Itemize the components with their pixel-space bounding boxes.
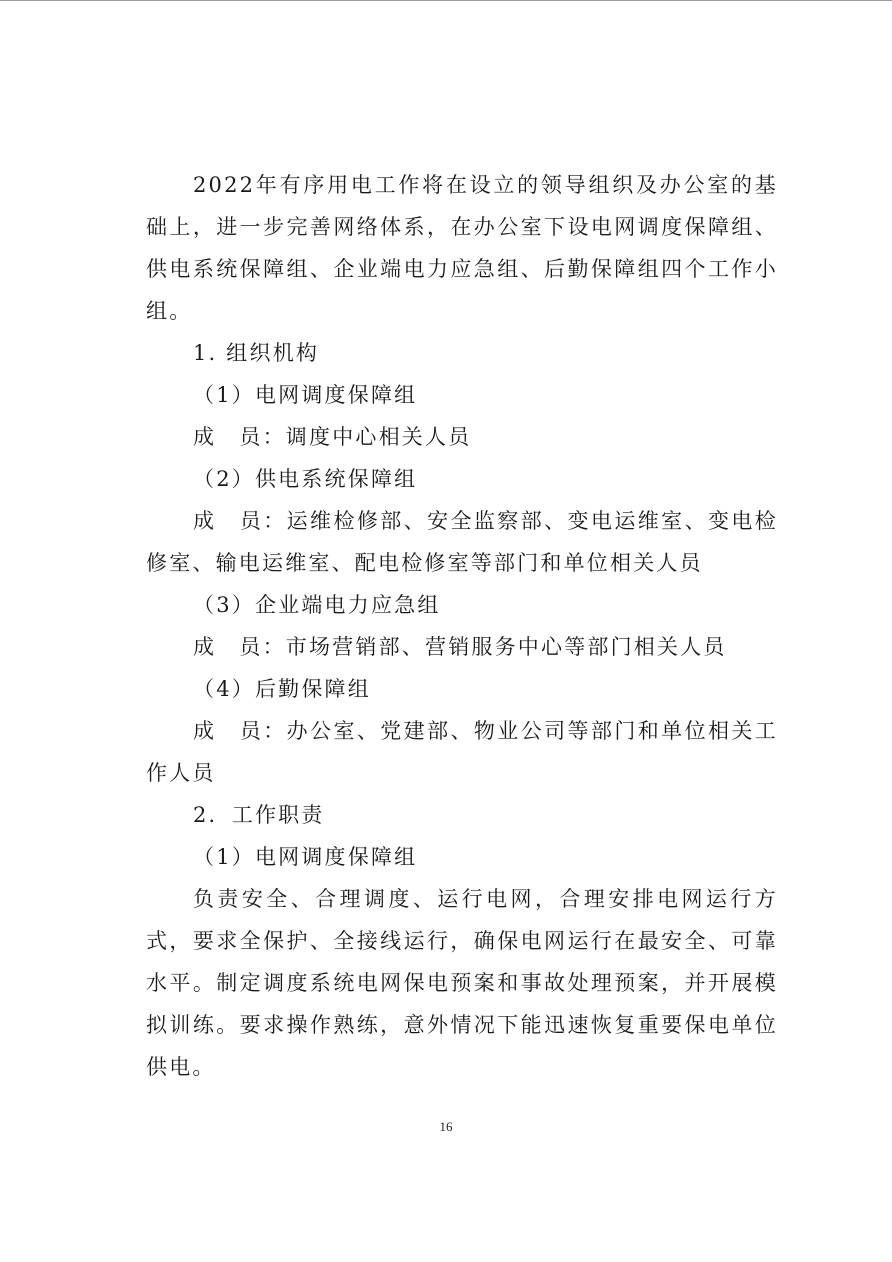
grid-dispatch-duties-paragraph: 负责安全、合理调度、运行电网，合理安排电网运行方式，要求全保护、全接线运行，确保电网运行在最安全、可靠水平。制定调度系统电网保电预案和事故处理预案，并开展模拟训练。要求操作熟练，意外情况下能迅速恢复重要保电单位供电。 <box>146 887 778 1079</box>
members-power-supply-group: 成 员：运维检修部、安全监察部、变电运维室、变电检修室、输电运维室、配电检修室等部门和单位相关人员 <box>146 509 778 575</box>
section-heading-responsibilities: 2．工作职责 <box>193 803 325 827</box>
page-number: 16 <box>439 1119 453 1134</box>
members-logistics-group: 成 员：办公室、党建部、物业公司等部门和单位相关工作人员 <box>146 719 778 785</box>
subheading-logistics-group: （4）后勤保障组 <box>193 677 371 701</box>
subheading-enterprise-emergency-group: （3）企业端电力应急组 <box>193 593 441 617</box>
section-heading-organization: 1. 组织机构 <box>193 341 320 365</box>
page-body <box>146 164 778 1088</box>
members-grid-dispatch-group: 成 员：调度中心相关人员 <box>193 425 472 449</box>
subheading-grid-dispatch-group: （1）电网调度保障组 <box>193 383 418 407</box>
intro-paragraph: 2022年有序用电工作将在设立的领导组织及办公室的基础上，进一步完善网络体系，在办公室下设电网调度保障组、供电系统保障组、企业端电力应急组、后勤保障组四个工作小组。 <box>146 173 778 323</box>
members-enterprise-emergency-group: 成 员：市场营销部、营销服务中心等部门相关人员 <box>193 635 727 659</box>
subheading-power-supply-group: （2）供电系统保障组 <box>193 467 418 491</box>
subheading-grid-dispatch-duties: （1）电网调度保障组 <box>193 845 418 869</box>
